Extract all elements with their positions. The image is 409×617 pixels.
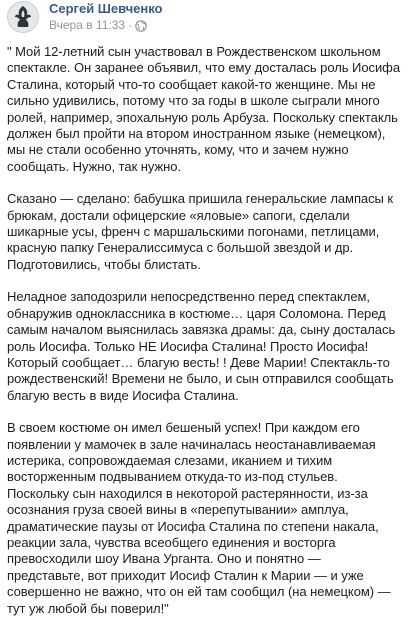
post-header xyxy=(7,0,401,40)
post-body xyxy=(7,44,401,617)
post-meta xyxy=(49,18,163,33)
post-paragraph: В своем костюме он имел бешеный успех! При каждом его появлении у мамочек в зале начиналась неостанавливаемая истерика, сопровождаемая слезами, иканием и тихим восторженным подвыванием откуда-то из-под стульев. Поскольку сын находился в некоторой растерянности, из-за осознания груза своей вины в «перепутывании» амплуа, драматические паузы от Иосифа Сталина по степени накала, реакции зала, чувства всеобщего единения и восторга превосходили шоу Ивана Урганта. Оно и понятно — представьте, вот приходит Иосиф Сталин к Марии — и уже совершенно не важно, что он ей там сообщил (на немецком) — тут уж любой бы поверил!" xyxy=(7,420,391,616)
avatar[interactable] xyxy=(7,1,39,33)
post-paragraph: Сказано — сделано: бабушка пришила генеральские лампасы к брюкам, достали офицерские «яловые» сапоги, сделали шикарные усы, френч с маршальскими погонами, петлицами, красную папку Генералиссимуса с большой звездой и др. Подготовились, чтобы блистать. xyxy=(7,191,394,272)
post-timestamp[interactable]: Вчера в 11:33 xyxy=(49,18,126,32)
author-name[interactable]: Сергей Шевченко xyxy=(49,1,163,16)
globe-icon[interactable] xyxy=(135,20,147,32)
avatar-icon xyxy=(8,2,38,32)
post-paragraph: Неладное заподозрили непосредственно перед спектаклем, обнаружив одноклассника в костюме… царя Соломона. Перед самым началом выяснилась завязка драмы: да, сыну досталась роль Иосифа. Только НЕ Иосифа Сталина! Просто Иосифа! Который сообщает… благую весть! ! Деве Марии! Спектакль-то рождественский! Времени не было, и сын отправился сообщать благую весть в виде Иосифа Сталина. xyxy=(7,289,396,403)
meta-separator: · xyxy=(128,18,133,32)
post-paragraph: " Мой 12-летний сын участвовал в Рождественском школьном спектакле. Он заранее объявил, что ему досталась роль Иосифа Сталина, который что-то сообщает какой-то женщине. Мы не сильно удивились, потому что за годы в школе сыграли много ролей, например, эпохальную роль Арбуза. Поскольку спектакль должен был пройти на втором иностранном языке (немецком), мы не стали особенно уточнять, кому, что и зачем нужно сообщать. Нужно, так нужно. xyxy=(7,44,401,174)
post-header-text xyxy=(49,0,163,33)
